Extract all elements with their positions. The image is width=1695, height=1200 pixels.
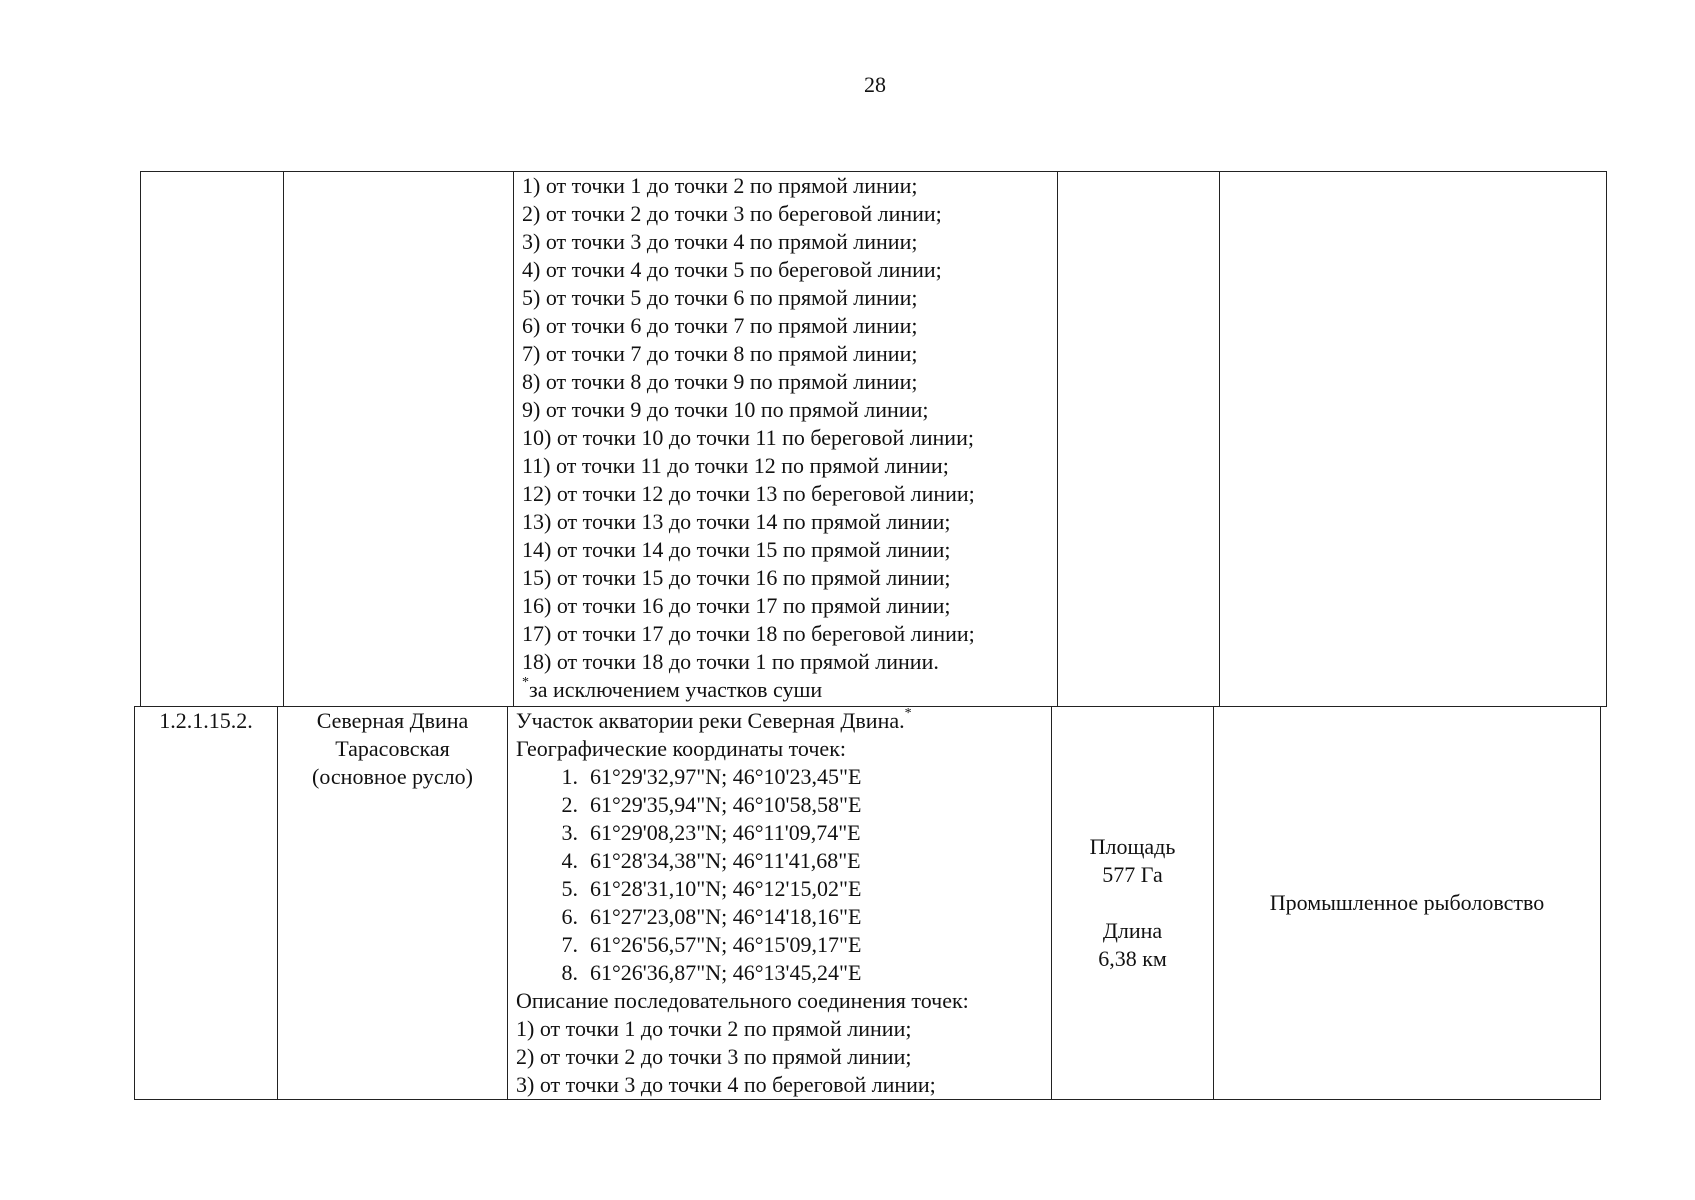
page-number: 28 — [864, 72, 886, 97]
coordinate-value: 61°29'35,94"N; 46°10'58,58"E — [590, 792, 862, 817]
footnote-mark: * — [522, 675, 529, 690]
connection-line: 16) от точки 16 до точки 17 по прямой линии; — [522, 593, 951, 618]
table-row — [135, 707, 1601, 1100]
connection-line: 2) от точки 2 до точки 3 по прямой линии; — [516, 1044, 912, 1069]
continuation-description-cell — [514, 172, 1058, 707]
continuation-usage-cell — [1220, 172, 1607, 707]
area-value: 577 Га — [1102, 862, 1163, 887]
coordinate-value: 61°26'36,87"N; 46°13'45,24"E — [590, 960, 862, 985]
coordinate-value: 61°28'31,10"N; 46°12'15,02"E — [590, 876, 862, 901]
list-item — [544, 875, 1045, 903]
coordinates-list — [516, 763, 1045, 987]
connection-line: 6) от точки 6 до точки 7 по прямой линии; — [522, 313, 918, 338]
row-name-line: Северная Двина — [316, 708, 469, 733]
footnote — [522, 676, 1051, 704]
section-table — [134, 706, 1601, 1100]
connection-line: 11) от точки 11 до точки 12 по прямой линии; — [522, 453, 949, 478]
coordinate-value: 61°27'23,08"N; 46°14'18,16"E — [590, 904, 862, 929]
list-item — [544, 819, 1045, 847]
connection-line: 2) от точки 2 до точки 3 по береговой линии; — [522, 201, 942, 226]
coordinate-index: 6. — [561, 904, 578, 929]
length-label: Длина — [1102, 918, 1163, 943]
area-title — [516, 707, 1045, 735]
coordinate-value: 61°29'08,23"N; 46°11'09,74"E — [590, 820, 861, 845]
coordinate-index: 7. — [561, 932, 578, 957]
list-item — [544, 903, 1045, 931]
coordinate-index: 4. — [561, 848, 578, 873]
connection-line: 4) от точки 4 до точки 5 по береговой линии; — [522, 257, 942, 282]
coordinate-index: 8. — [561, 960, 578, 985]
coordinate-index: 3. — [561, 820, 578, 845]
footnote-text: за исключением участков суши — [529, 677, 823, 702]
connection-line: 1) от точки 1 до точки 2 по прямой линии; — [516, 1016, 912, 1041]
connection-line: 8) от точки 8 до точки 9 по прямой линии; — [522, 369, 918, 394]
list-item — [544, 847, 1045, 875]
coordinate-value: 61°28'34,38"N; 46°11'41,68"E — [590, 848, 861, 873]
area-title-text: Участок акватории реки Северная Двина. — [516, 708, 905, 733]
list-item — [544, 931, 1045, 959]
connection-line: 12) от точки 12 до точки 13 по береговой линии; — [522, 481, 975, 506]
usage-text: Промышленное рыболовство — [1269, 890, 1545, 915]
row-name-line: Тарасовская — [335, 736, 450, 761]
coordinate-index: 5. — [561, 876, 578, 901]
connection-line: 5) от точки 5 до точки 6 по прямой линии; — [522, 285, 918, 310]
continuation-name-cell — [284, 172, 514, 707]
list-item — [544, 763, 1045, 791]
list-item — [544, 959, 1045, 987]
connection-line: 17) от точки 17 до точки 18 по береговой линии; — [522, 621, 975, 646]
coordinate-value: 61°26'56,57"N; 46°15'09,17"E — [590, 932, 862, 957]
coordinates-heading: Географические координаты точек: — [516, 736, 846, 761]
continuation-size-cell — [1058, 172, 1220, 707]
row-number: 1.2.1.15.2. — [159, 708, 253, 733]
coordinate-index: 1. — [561, 764, 578, 789]
connections-heading: Описание последовательного соединения точек: — [516, 988, 969, 1013]
row-number-cell — [135, 707, 278, 1100]
connection-line: 7) от точки 7 до точки 8 по прямой линии; — [522, 341, 918, 366]
connection-line: 9) от точки 9 до точки 10 по прямой линии; — [522, 397, 929, 422]
connection-line: 18) от точки 18 до точки 1 по прямой линии. — [522, 649, 939, 674]
continuation-table — [140, 171, 1607, 707]
connection-line: 15) от точки 15 до точки 16 по прямой линии; — [522, 565, 951, 590]
connection-line: 1) от точки 1 до точки 2 по прямой линии; — [522, 173, 918, 198]
area-label: Площадь — [1089, 834, 1176, 859]
connection-line: 3) от точки 3 до точки 4 по береговой линии; — [516, 1072, 936, 1097]
connection-line: 13) от точки 13 до точки 14 по прямой линии; — [522, 509, 951, 534]
row-size-cell — [1052, 707, 1214, 1100]
connection-line: 3) от точки 3 до точки 4 по прямой линии; — [522, 229, 918, 254]
row-description-cell — [508, 707, 1052, 1100]
area-title-mark: * — [904, 706, 912, 721]
connection-line: 10) от точки 10 до точки 11 по береговой линии; — [522, 425, 974, 450]
row-usage-cell — [1214, 707, 1601, 1100]
row-name-line: (основное русло) — [312, 764, 473, 789]
length-value: 6,38 км — [1098, 946, 1167, 971]
row-name-cell — [278, 707, 508, 1100]
continuation-number-cell — [141, 172, 284, 707]
coordinate-index: 2. — [561, 792, 578, 817]
coordinate-value: 61°29'32,97"N; 46°10'23,45"E — [590, 764, 862, 789]
continuation-row — [141, 172, 1607, 707]
list-item — [544, 791, 1045, 819]
size-spacer — [1052, 889, 1213, 917]
connection-line: 14) от точки 14 до точки 15 по прямой линии; — [522, 537, 951, 562]
